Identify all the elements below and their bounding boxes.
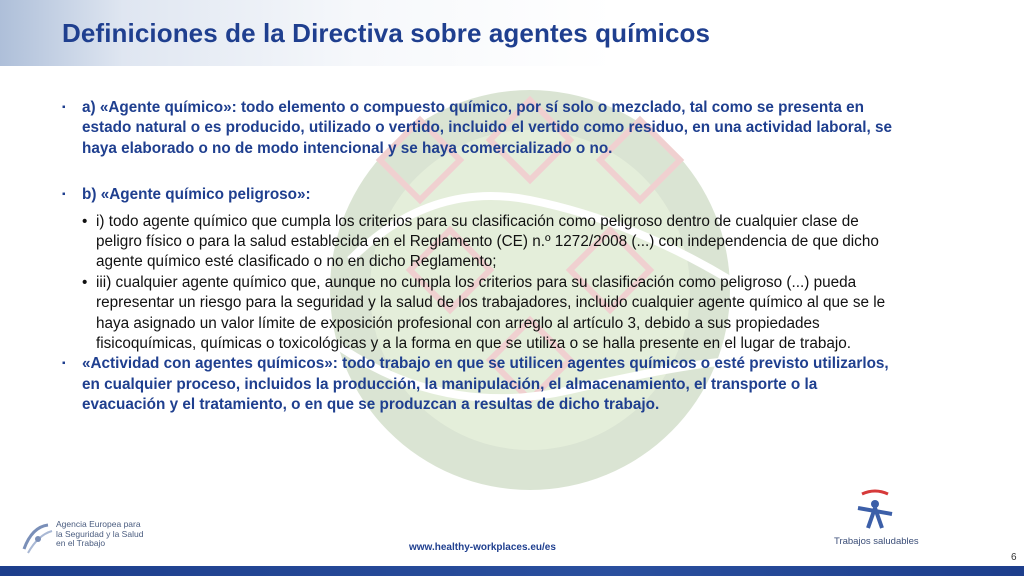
definition-activity-with-chemical-agents bbox=[62, 354, 902, 415]
website-link[interactable]: www.healthy-workplaces.eu/es bbox=[409, 542, 556, 553]
square-bullet-icon: ▪ bbox=[62, 102, 66, 113]
square-bullet-icon: ▪ bbox=[62, 189, 66, 201]
agency-name-line: en el Trabajo bbox=[56, 538, 106, 548]
page-number: 6 bbox=[1011, 552, 1017, 563]
definition-c-text: «Actividad con agentes químicos»: todo trabajo en que se utilicen agentes químicos o esté previsto utilizarlos, en cualquier proceso, incluidos la producción, la manipulación, el almacenamiento, el transporte o la evacuación y el tratamiento, o en que se produzcan a resultas de dicho trabajo. bbox=[82, 355, 889, 414]
healthy-workplaces-logo-icon bbox=[848, 488, 902, 534]
agency-name-line: Agencia Europea para bbox=[56, 519, 141, 529]
definition-hazardous-chemical-agent bbox=[62, 185, 902, 205]
slide-body bbox=[62, 98, 902, 416]
definition-a-text: a) «Agente químico»: todo elemento o compuesto químico, por sí solo o mezclado, tal como se presenta en estado natural o es producido, utilizado o vertido, incluido el vertido como residuo, en una actividad laboral, se haya elaborado o no de modo intencional y se haya comercializado o no. bbox=[82, 99, 893, 157]
definition-b-text: b) «Agente químico peligroso»: bbox=[82, 186, 311, 204]
round-bullet-icon: • bbox=[82, 212, 88, 230]
campaign-label: Trabajos saludables bbox=[834, 536, 919, 547]
bottom-bar bbox=[0, 566, 1024, 576]
square-bullet-icon: ▪ bbox=[62, 358, 66, 370]
agency-name-line: la Seguridad y la Salud bbox=[56, 528, 144, 539]
slide-title: Definiciones de la Directiva sobre agentes químicos bbox=[62, 18, 711, 48]
round-bullet-icon: • bbox=[82, 273, 88, 291]
sub-item-iii bbox=[62, 273, 902, 355]
sub-item-i bbox=[62, 212, 902, 273]
agency-name bbox=[56, 520, 143, 549]
sub-item-i-text: i) todo agente químico que cumpla los criterios para su clasificación como peligroso dentro de cualquier clase de peligro físico o para la salud establecida en el Reglamento (CE) n.º 1272/2008 (...) con independencia de que dicho agente químico esté clasificado o no en dicho Reglamento; bbox=[96, 212, 879, 271]
sub-item-iii-text: iii) cualquier agente químico que, aunque no cumpla los criterios para su clasificación como peligroso (...) pueda representar un riesgo para la seguridad y la salud de los trabajadores, incluido cualquier agente químico al que se le haya asignado un valor límite de exposición profesional con arreglo al artículo 3, debido a sus propiedades fisicoquímicas, químicas o toxicológicas y a la forma en que se utiliza o se halla presente en el lugar de trabajo. bbox=[96, 273, 886, 353]
definition-chemical-agent bbox=[62, 98, 902, 159]
